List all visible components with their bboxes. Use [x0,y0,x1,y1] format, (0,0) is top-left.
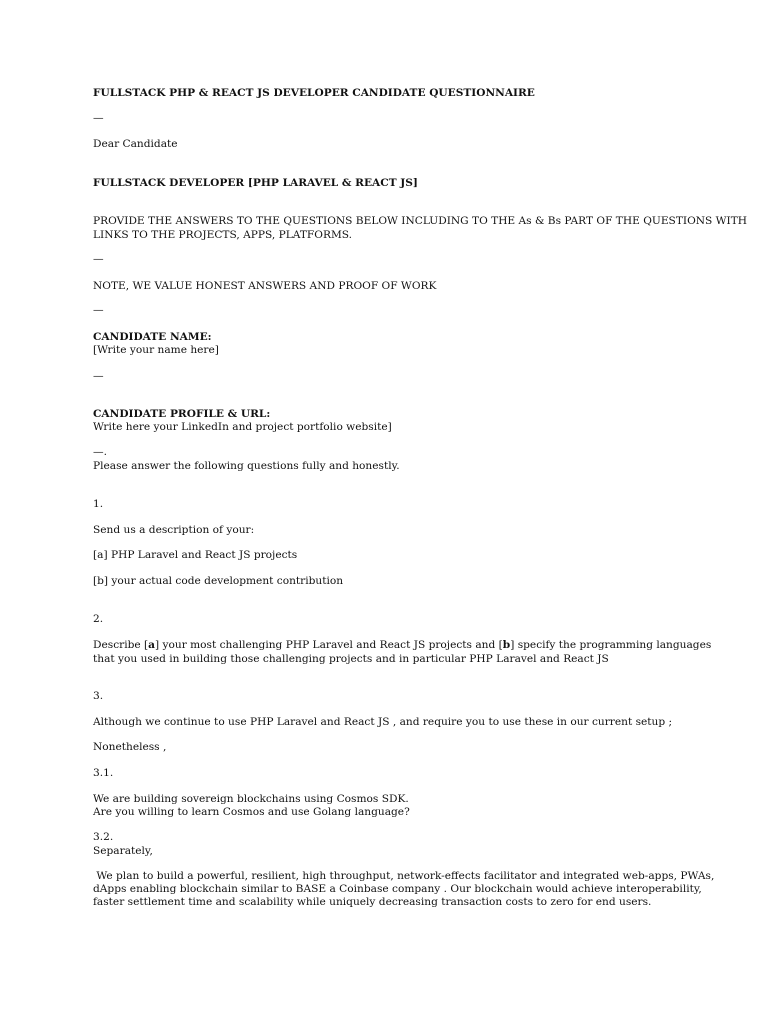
separator-dash: — [93,253,104,265]
question-3-2-separately: Separately, [93,845,153,857]
q2-marker-a: a [148,639,156,651]
question-3-nonetheless: Nonetheless , [93,741,167,753]
question-3-1-number: 3.1. [93,767,114,779]
question-2-line-1 [93,639,711,652]
q2-text: ] your most challenging PHP Laravel and React JS projects and [ [155,639,503,651]
question-3-2-line-1: We plan to build a powerful, resilient, high throughput, network-effects facilitator and integrated web-apps, PWAs, [93,870,715,882]
instructions-line-1: PROVIDE THE ANSWERS TO THE QUESTIONS BELOW INCLUDING TO THE As & Bs PART OF THE QUESTIONS WITH [93,215,748,227]
instructions-answer: Please answer the following questions fully and honestly. [93,460,400,472]
question-1-part-a: [a] PHP Laravel and React JS projects [93,549,298,561]
q2-marker-b: b [502,639,511,651]
question-2-number: 2. [93,613,104,625]
q2-text: Describe [ [93,639,149,651]
question-3-intro: Although we continue to use PHP Laravel and React JS , and require you to use these in our current setup ; [93,716,673,728]
separator-dash: — [93,304,104,316]
candidate-profile-field[interactable]: Write here your LinkedIn and project portfolio website] [93,421,392,433]
question-1-part-b: [b] your actual code development contribution [93,575,344,587]
q2-text: ] specify the programming languages [510,639,712,651]
greeting: Dear Candidate [93,138,178,150]
note-text: NOTE, WE VALUE HONEST ANSWERS AND PROOF OF WORK [93,280,437,292]
question-3-1-line-1: We are building sovereign blockchains using Cosmos SDK. [93,793,409,805]
question-3-2-line-3: faster settlement time and scalability while uniquely decreasing transaction costs to zero for end users. [93,896,652,908]
instructions-line-2: LINKS TO THE PROJECTS, APPS, PLATFORMS. [93,229,353,241]
question-1-prompt: Send us a description of your: [93,524,255,536]
document-title: FULLSTACK PHP & REACT JS DEVELOPER CANDIDATE QUESTIONNAIRE [93,87,535,99]
question-1-number: 1. [93,498,104,510]
question-3-1-line-2: Are you willing to learn Cosmos and use Golang language? [93,806,410,818]
question-3-number: 3. [93,690,104,702]
question-3-2-number: 3.2. [93,831,114,843]
separator-dash: —. [93,446,107,458]
separator-dash: — [93,370,104,382]
candidate-profile-label: CANDIDATE PROFILE & URL: [93,408,271,420]
question-3-2-line-2: dApps enabling blockchain similar to BASE a Coinbase company . Our blockchain would achieve interoperability, [93,883,702,895]
separator-dash: — [93,112,104,124]
question-2-line-2: that you used in building those challenging projects and in particular PHP Laravel and React JS [93,653,609,665]
candidate-name-field[interactable]: [Write your name here] [93,344,219,356]
candidate-name-label: CANDIDATE NAME: [93,331,212,343]
role-heading: FULLSTACK DEVELOPER [PHP LARAVEL & REACT JS] [93,177,418,189]
